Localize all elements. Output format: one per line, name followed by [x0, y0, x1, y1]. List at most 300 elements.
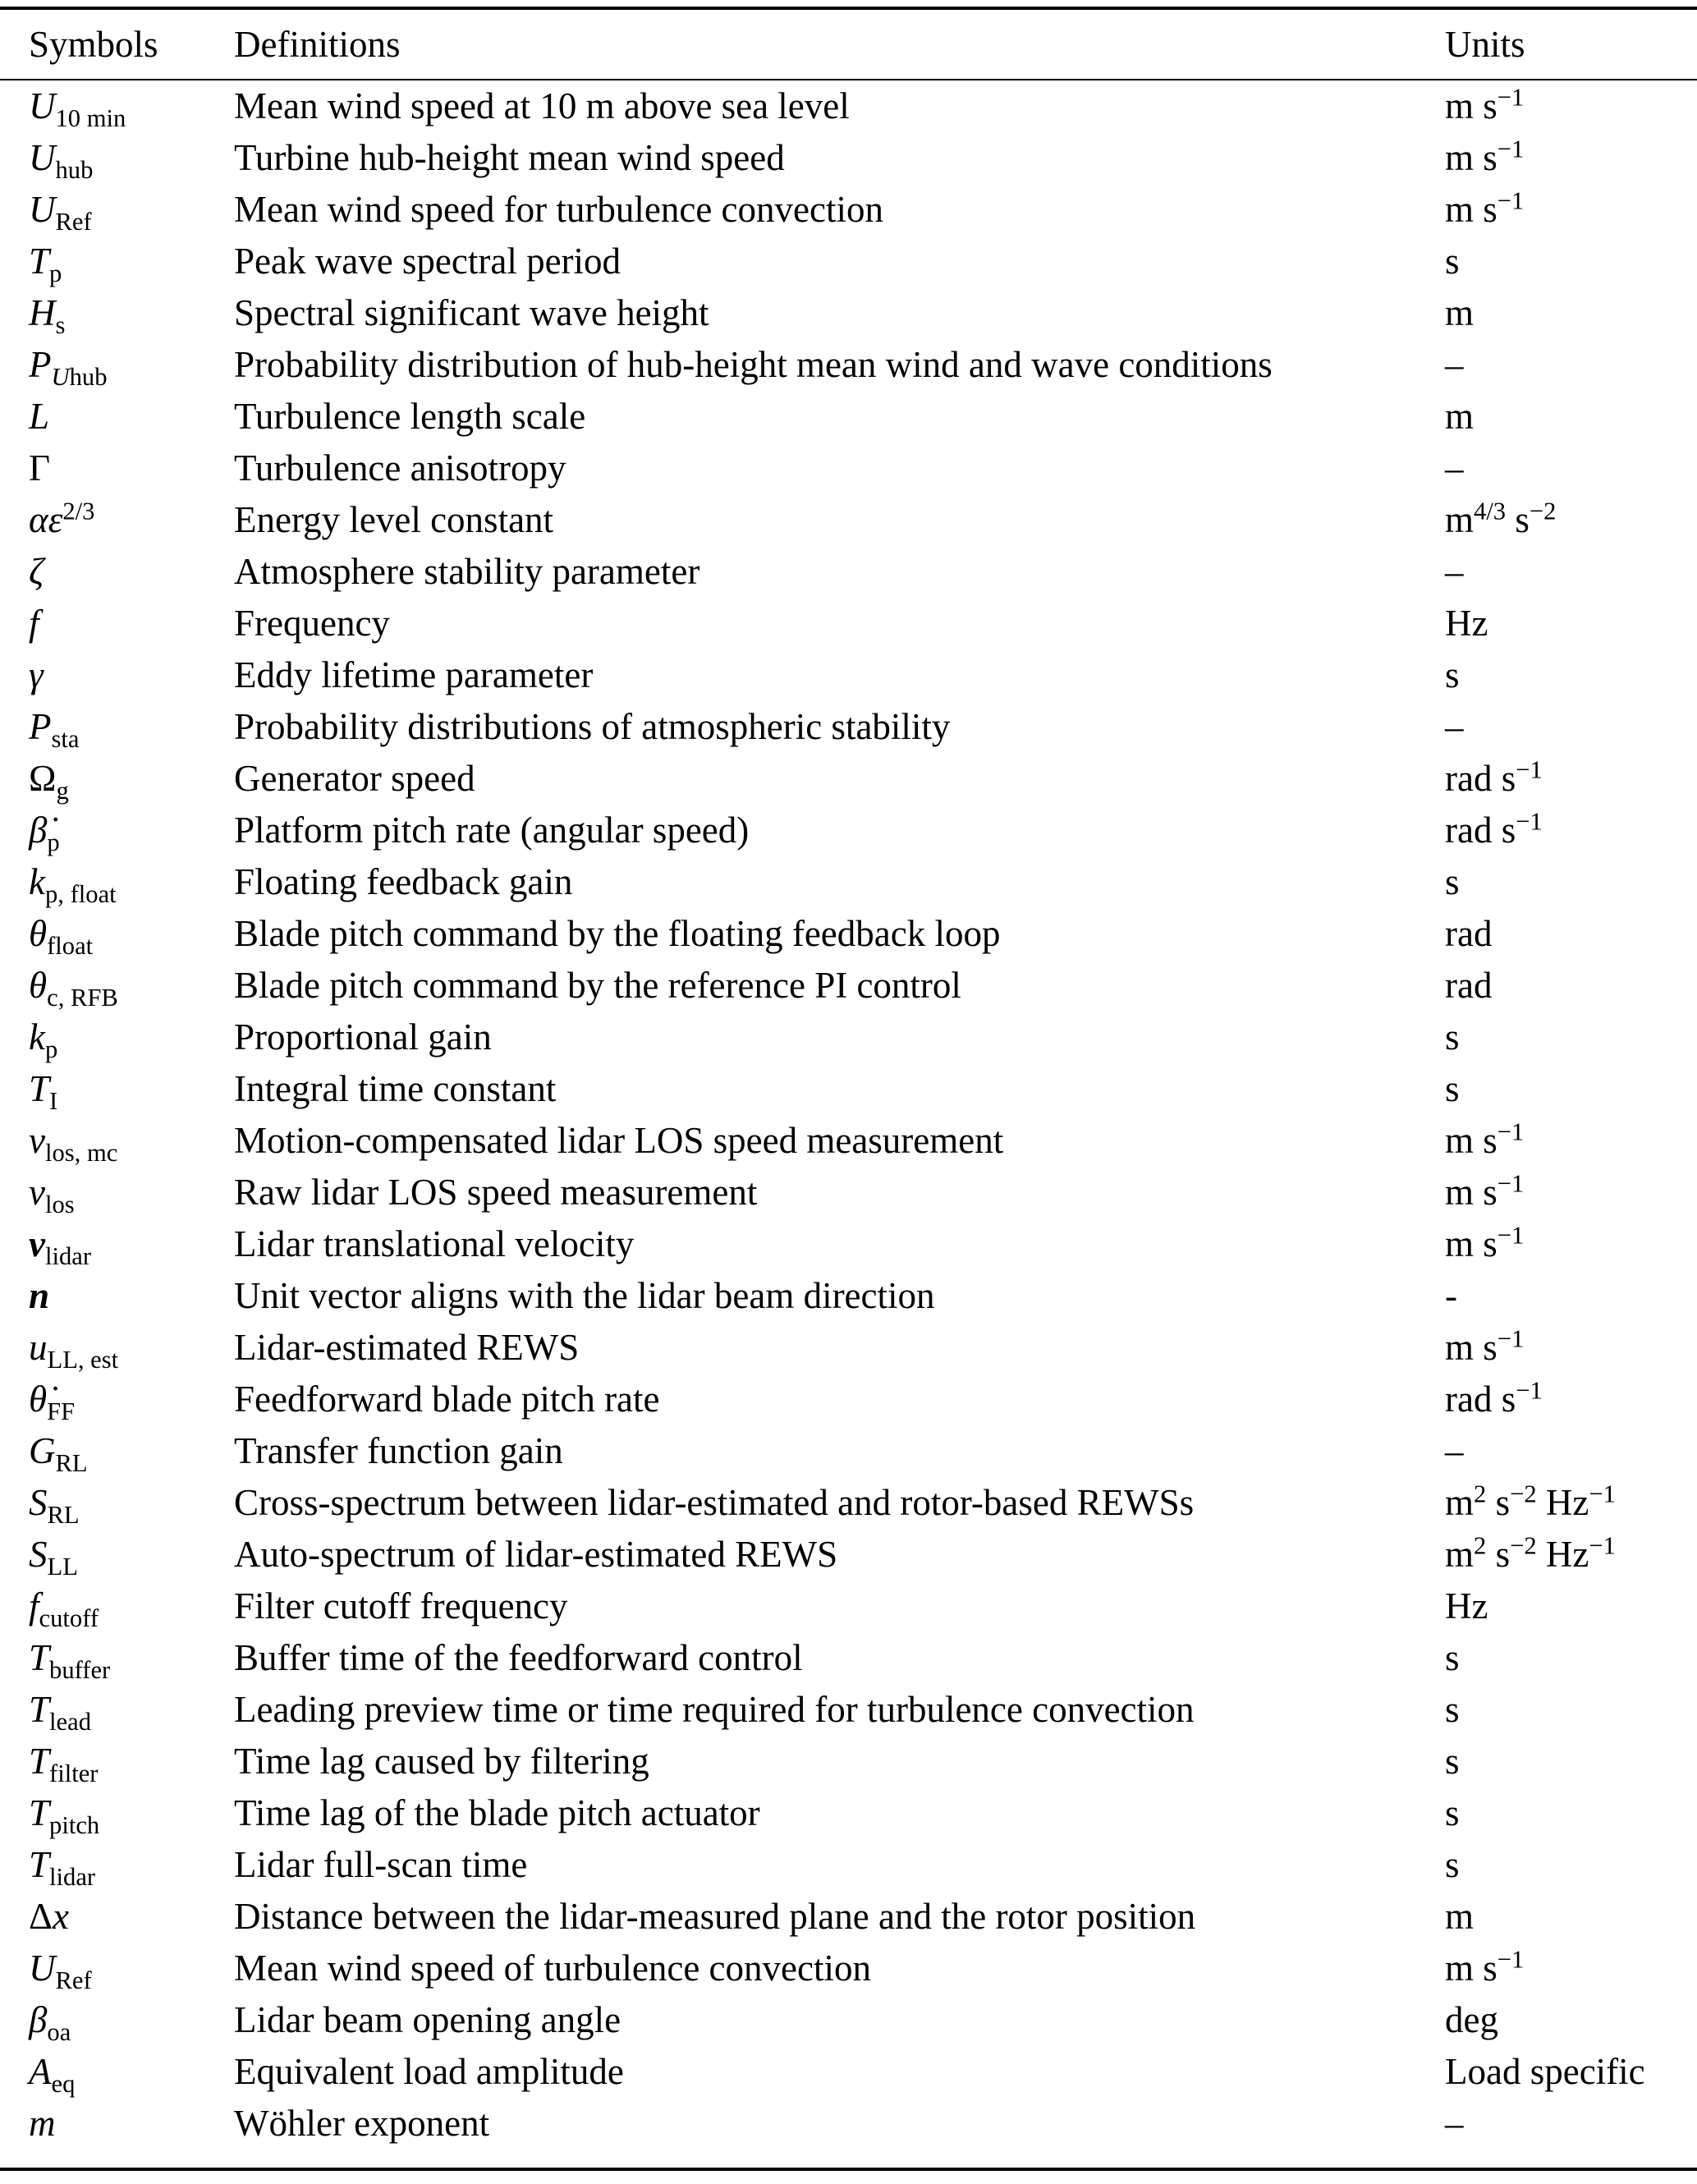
units-cell: [1445, 1581, 1697, 1632]
symbol-segment: m: [29, 2103, 56, 2144]
symbol-segment: sta: [51, 724, 80, 753]
definition-cell: Lidar beam opening angle: [234, 1999, 621, 2040]
header-units: Units: [1445, 24, 1525, 65]
units-cell: [1445, 1374, 1697, 1425]
symbol-segment: p: [47, 828, 60, 856]
unit-segment: Load specific: [1445, 2051, 1645, 2092]
symbol-segment: Γ: [29, 447, 51, 489]
symbol-segment: U: [51, 362, 70, 391]
symbol-segment: T: [29, 1844, 50, 1885]
header-symbols: Symbols: [29, 24, 158, 65]
symbol-cell: [29, 2098, 234, 2150]
definition-cell: Atmosphere stability parameter: [234, 551, 700, 592]
symbol-segment: U: [29, 189, 56, 230]
table-row: [0, 1425, 1697, 1477]
table-row: [0, 1167, 1697, 1218]
symbol-segment: T: [29, 1792, 50, 1833]
symbol-segment: T: [29, 1637, 50, 1678]
symbol-cell: [29, 753, 234, 805]
symbol-cell: [29, 598, 234, 649]
units-cell: [1445, 856, 1697, 908]
table-row: [0, 1891, 1697, 1943]
symbol-segment: θ̇: [29, 1379, 48, 1420]
table-row: [0, 236, 1697, 287]
unit-segment: −1: [1589, 1480, 1616, 1508]
definition-cell: Proportional gain: [234, 1016, 492, 1058]
table-row: [0, 1787, 1697, 1839]
symbol-segment: v: [29, 1223, 45, 1264]
symbol-segment: k: [29, 1016, 45, 1058]
symbol-cell: [29, 1839, 234, 1891]
definition-cell: Energy level constant: [234, 499, 554, 540]
unit-segment: rad: [1445, 965, 1493, 1006]
definition-cell: Generator speed: [234, 758, 475, 799]
unit-segment: s: [1445, 1741, 1460, 1782]
symbol-segment: Ω: [29, 758, 57, 799]
symbol-segment: P: [29, 706, 52, 747]
definition-cell: Blade pitch command by the reference PI control: [234, 965, 961, 1006]
symbol-cell: [29, 1270, 234, 1322]
symbol-cell: [29, 1581, 234, 1632]
symbol-segment: G: [29, 1430, 56, 1471]
definition-cell: Unit vector aligns with the lidar beam direction: [234, 1275, 935, 1316]
symbol-segment: f: [29, 603, 39, 644]
units-cell: [1445, 80, 1697, 132]
unit-segment: 2: [1474, 1480, 1487, 1508]
symbol-segment: 2/3: [62, 497, 95, 525]
unit-segment: −1: [1497, 1221, 1525, 1250]
units-cell: [1445, 908, 1697, 960]
unit-segment: m s: [1445, 137, 1497, 178]
unit-segment: −1: [1497, 1117, 1525, 1146]
table-row: [0, 339, 1697, 391]
definition-cell: Equivalent load amplitude: [234, 2051, 624, 2092]
symbol-segment: RL: [47, 1500, 80, 1529]
definition-cell: Lidar full-scan time: [234, 1844, 528, 1885]
symbol-segment: L: [29, 396, 50, 437]
unit-segment: –: [1445, 1430, 1464, 1471]
symbol-segment: H: [29, 292, 56, 333]
unit-segment: −1: [1516, 755, 1543, 784]
symbol-cell: [29, 1322, 234, 1374]
unit-segment: s: [1486, 1482, 1511, 1523]
table-row: [0, 1684, 1697, 1736]
unit-segment: −1: [1497, 186, 1525, 215]
definition-cell: Raw lidar LOS speed measurement: [234, 1172, 758, 1213]
units-cell: [1445, 2098, 1697, 2150]
symbol-cell: [29, 2046, 234, 2098]
unit-segment: m s: [1445, 1172, 1497, 1213]
units-cell: [1445, 649, 1697, 701]
symbol-segment: v: [29, 1120, 45, 1161]
symbol-segment: oa: [47, 2017, 71, 2046]
unit-segment: −1: [1516, 807, 1543, 836]
symbol-segment: θ: [29, 913, 48, 954]
symbol-cell: [29, 287, 234, 339]
unit-segment: s: [1445, 1068, 1460, 1109]
unit-segment: m: [1445, 396, 1475, 437]
unit-segment: s: [1506, 499, 1530, 540]
units-cell: [1445, 1943, 1697, 1994]
table-row: [0, 1581, 1697, 1632]
symbol-cell: [29, 1684, 234, 1736]
symbol-segment: eq: [51, 2069, 76, 2098]
definition-cell: Filter cutoff frequency: [234, 1585, 568, 1627]
definition-cell: Floating feedback gain: [234, 861, 573, 902]
unit-segment: −1: [1497, 1945, 1525, 1974]
unit-segment: s: [1445, 654, 1460, 695]
table-row: [0, 1063, 1697, 1115]
table-body: [0, 80, 1697, 2150]
definition-cell: Turbulence anisotropy: [234, 447, 566, 489]
units-cell: [1445, 960, 1697, 1012]
units-cell: [1445, 1322, 1697, 1374]
unit-segment: Hz: [1536, 1534, 1589, 1575]
symbol-segment: lidar: [49, 1862, 96, 1891]
symbol-cell: [29, 184, 234, 236]
unit-segment: m: [1445, 1896, 1475, 1937]
definition-cell: Platform pitch rate (angular speed): [234, 810, 750, 851]
units-cell: [1445, 701, 1697, 753]
symbol-segment: αε: [29, 499, 63, 540]
unit-segment: Hz: [1445, 603, 1488, 644]
unit-segment: −2: [1510, 1480, 1537, 1508]
definition-cell: Mean wind speed for turbulence convection: [234, 189, 883, 230]
unit-segment: −1: [1497, 135, 1525, 163]
symbol-segment: p: [49, 259, 62, 287]
definition-cell: Eddy lifetime parameter: [234, 654, 594, 695]
unit-segment: m: [1445, 292, 1475, 333]
symbol-segment: S: [29, 1482, 48, 1523]
table-bottom-rule: [0, 2168, 1697, 2171]
definition-cell: Auto-spectrum of lidar-estimated REWS: [234, 1534, 838, 1575]
units-cell: [1445, 1425, 1697, 1477]
unit-segment: s: [1445, 861, 1460, 902]
unit-segment: –: [1445, 551, 1464, 592]
unit-segment: rad s: [1445, 810, 1516, 851]
symbol-segment: β: [29, 1999, 48, 2040]
definition-cell: Mean wind speed at 10 m above sea level: [234, 85, 850, 126]
symbol-segment: θ: [29, 965, 48, 1006]
table-row: [0, 443, 1697, 494]
units-cell: [1445, 1063, 1697, 1115]
table-row: [0, 184, 1697, 236]
symbol-segment: pitch: [49, 1810, 100, 1839]
units-cell: [1445, 494, 1697, 546]
definition-cell: Mean wind speed of turbulence convection: [234, 1948, 871, 1989]
symbol-cell: [29, 805, 234, 856]
symbol-segment: U: [29, 1948, 56, 1989]
table-row: [0, 1943, 1697, 1994]
table-row: [0, 856, 1697, 908]
symbol-segment: ζ: [29, 551, 44, 592]
unit-segment: s: [1486, 1534, 1511, 1575]
symbol-segment: LL, est: [47, 1345, 119, 1374]
unit-segment: rad: [1445, 913, 1493, 954]
symbol-segment: x: [52, 1896, 69, 1937]
unit-segment: −1: [1516, 1376, 1543, 1405]
units-cell: [1445, 753, 1697, 805]
table-row: [0, 80, 1697, 132]
symbol-segment: FF: [47, 1397, 76, 1425]
unit-segment: rad s: [1445, 758, 1516, 799]
symbol-segment: filter: [49, 1759, 99, 1787]
definition-cell: Distance between the lidar-measured plane and the rotor position: [234, 1896, 1196, 1937]
table-row: [0, 1012, 1697, 1063]
unit-segment: m: [1445, 1534, 1475, 1575]
unit-segment: s: [1445, 241, 1460, 282]
definition-cell: Lidar translational velocity: [234, 1223, 635, 1264]
unit-segment: −1: [1589, 1531, 1616, 1560]
unit-segment: rad s: [1445, 1379, 1516, 1420]
units-cell: [1445, 1994, 1697, 2046]
symbol-cell: [29, 1218, 234, 1270]
table-row: [0, 701, 1697, 753]
units-cell: [1445, 1891, 1697, 1943]
unit-segment: −1: [1497, 1169, 1525, 1198]
symbol-cell: [29, 443, 234, 494]
unit-segment: −2: [1529, 497, 1557, 525]
units-cell: [1445, 1684, 1697, 1736]
unit-segment: m s: [1445, 1223, 1497, 1264]
table-row: [0, 132, 1697, 184]
symbol-cell: [29, 1115, 234, 1167]
unit-segment: m s: [1445, 189, 1497, 230]
units-cell: [1445, 1477, 1697, 1529]
units-cell: [1445, 1218, 1697, 1270]
units-cell: [1445, 546, 1697, 598]
units-cell: [1445, 184, 1697, 236]
symbol-cell: [29, 1632, 234, 1684]
definition-cell: Feedforward blade pitch rate: [234, 1379, 660, 1420]
units-cell: [1445, 1529, 1697, 1581]
table-row: [0, 287, 1697, 339]
symbol-cell: [29, 1943, 234, 1994]
units-cell: [1445, 443, 1697, 494]
definition-cell: Lidar-estimated REWS: [234, 1327, 580, 1368]
units-cell: [1445, 1632, 1697, 1684]
table-row: [0, 2098, 1697, 2150]
unit-segment: deg: [1445, 1999, 1498, 2040]
symbol-cell: [29, 856, 234, 908]
symbol-segment: LL: [47, 1552, 78, 1581]
definition-cell: Wöhler exponent: [234, 2103, 490, 2144]
symbol-segment: buffer: [49, 1655, 111, 1684]
unit-segment: -: [1445, 1275, 1457, 1316]
symbol-segment: cutoff: [39, 1604, 99, 1632]
table-row: [0, 753, 1697, 805]
unit-segment: s: [1445, 1016, 1460, 1058]
definition-cell: Turbulence length scale: [234, 396, 586, 437]
unit-segment: s: [1445, 1637, 1460, 1678]
symbol-cell: [29, 1736, 234, 1787]
definition-cell: Turbine hub-height mean wind speed: [234, 137, 785, 178]
units-cell: [1445, 2046, 1697, 2098]
unit-segment: s: [1445, 1844, 1460, 1885]
symbol-cell: [29, 1167, 234, 1218]
symbol-segment: u: [29, 1327, 48, 1368]
symbol-segment: A: [29, 2051, 52, 2092]
symbol-cell: [29, 1063, 234, 1115]
table-row: [0, 1477, 1697, 1529]
definition-cell: Spectral significant wave height: [234, 292, 709, 333]
unit-segment: –: [1445, 2103, 1464, 2144]
units-cell: [1445, 1839, 1697, 1891]
definition-cell: Blade pitch command by the floating feedback loop: [234, 913, 1001, 954]
definition-cell: Integral time constant: [234, 1068, 557, 1109]
unit-segment: –: [1445, 344, 1464, 385]
symbol-segment: S: [29, 1534, 48, 1575]
unit-segment: m s: [1445, 85, 1497, 126]
definition-cell: Cross-spectrum between lidar-estimated and rotor-based REWSs: [234, 1482, 1195, 1523]
table-row: [0, 1736, 1697, 1787]
units-cell: [1445, 339, 1697, 391]
units-cell: [1445, 1787, 1697, 1839]
table-row: [0, 1374, 1697, 1425]
symbol-cell: [29, 908, 234, 960]
symbol-segment: lead: [49, 1707, 91, 1736]
symbol-segment: g: [56, 776, 69, 805]
table-row: [0, 2046, 1697, 2098]
symbol-segment: lidar: [44, 1241, 92, 1270]
definition-cell: Probability distribution of hub-height mean wind and wave conditions: [234, 344, 1273, 385]
symbol-segment: s: [55, 310, 66, 339]
unit-segment: −1: [1497, 83, 1525, 112]
symbol-segment: Δ: [29, 1896, 53, 1937]
unit-segment: 4/3: [1474, 497, 1507, 525]
units-cell: [1445, 1012, 1697, 1063]
symbol-segment: los, mc: [44, 1138, 118, 1167]
unit-segment: m: [1445, 499, 1475, 540]
symbol-cell: [29, 701, 234, 753]
symbol-segment: c, RFB: [47, 983, 118, 1012]
unit-segment: m: [1445, 1482, 1475, 1523]
symbol-segment: Ref: [55, 207, 92, 236]
definition-cell: Buffer time of the feedforward control: [234, 1637, 803, 1678]
symbol-cell: [29, 546, 234, 598]
table-row: [0, 960, 1697, 1012]
symbol-segment: 10 min: [55, 103, 126, 132]
symbol-segment: γ: [29, 654, 44, 695]
units-cell: [1445, 598, 1697, 649]
table-header-row: [0, 10, 1697, 79]
symbol-cell: [29, 494, 234, 546]
table-row: [0, 391, 1697, 443]
symbol-cell: [29, 236, 234, 287]
unit-segment: m s: [1445, 1327, 1497, 1368]
symbol-segment: P: [29, 344, 52, 385]
units-cell: [1445, 132, 1697, 184]
table-row: [0, 1839, 1697, 1891]
table-row: [0, 494, 1697, 546]
table-row: [0, 1529, 1697, 1581]
symbol-segment: p: [44, 1035, 58, 1063]
table-row: [0, 1115, 1697, 1167]
units-cell: [1445, 1270, 1697, 1322]
table-row: [0, 1994, 1697, 2046]
symbol-segment: I: [49, 1086, 58, 1115]
table-row: [0, 1322, 1697, 1374]
unit-segment: Hz: [1536, 1482, 1589, 1523]
unit-segment: −2: [1510, 1531, 1537, 1560]
symbol-segment: n: [29, 1275, 50, 1316]
symbol-cell: [29, 1012, 234, 1063]
units-cell: [1445, 1167, 1697, 1218]
symbol-segment: v: [29, 1172, 45, 1213]
symbol-segment: los: [44, 1190, 75, 1218]
symbol-cell: [29, 80, 234, 132]
unit-segment: m s: [1445, 1948, 1497, 1989]
definition-cell: Peak wave spectral period: [234, 241, 621, 282]
symbol-cell: [29, 1529, 234, 1581]
definition-cell: Transfer function gain: [234, 1430, 563, 1471]
symbol-segment: k: [29, 861, 45, 902]
symbol-segment: T: [29, 241, 50, 282]
header-definitions: Definitions: [234, 24, 401, 65]
units-cell: [1445, 1115, 1697, 1167]
definition-cell: Time lag of the blade pitch actuator: [234, 1792, 760, 1833]
table-row: [0, 908, 1697, 960]
symbol-segment: U: [29, 85, 56, 126]
unit-segment: 2: [1474, 1531, 1487, 1560]
symbol-segment: hub: [69, 362, 108, 391]
unit-segment: Hz: [1445, 1585, 1488, 1627]
symbol-segment: U: [29, 137, 56, 178]
symbol-segment: RL: [55, 1448, 88, 1477]
unit-segment: −1: [1497, 1324, 1525, 1353]
symbol-segment: hub: [55, 155, 94, 184]
units-cell: [1445, 391, 1697, 443]
symbol-segment: T: [29, 1068, 50, 1109]
symbol-cell: [29, 339, 234, 391]
unit-segment: –: [1445, 447, 1464, 489]
units-cell: [1445, 236, 1697, 287]
symbol-cell: [29, 132, 234, 184]
symbol-cell: [29, 1891, 234, 1943]
table-row: [0, 1218, 1697, 1270]
definition-cell: Leading preview time or time required for turbulence convection: [234, 1689, 1195, 1730]
symbol-segment: f: [29, 1585, 39, 1627]
symbol-segment: T: [29, 1689, 50, 1730]
symbol-segment: Ref: [55, 1966, 92, 1994]
definition-cell: Frequency: [234, 603, 390, 644]
symbol-cell: [29, 1994, 234, 2046]
table-row: [0, 649, 1697, 701]
symbol-cell: [29, 391, 234, 443]
symbol-cell: [29, 1425, 234, 1477]
table-row: [0, 1632, 1697, 1684]
symbol-segment: float: [47, 931, 94, 960]
table-row: [0, 1270, 1697, 1322]
unit-segment: m s: [1445, 1120, 1497, 1161]
symbol-cell: [29, 1374, 234, 1425]
unit-segment: s: [1445, 1792, 1460, 1833]
symbol-cell: [29, 1787, 234, 1839]
unit-segment: s: [1445, 1689, 1460, 1730]
definition-cell: Probability distributions of atmospheric stability: [234, 706, 951, 747]
symbol-segment: β̇: [29, 810, 48, 851]
symbol-cell: [29, 1477, 234, 1529]
table-row: [0, 805, 1697, 856]
units-cell: [1445, 1736, 1697, 1787]
symbol-cell: [29, 649, 234, 701]
symbol-segment: T: [29, 1741, 50, 1782]
units-cell: [1445, 287, 1697, 339]
table-row: [0, 546, 1697, 598]
definition-cell: Time lag caused by filtering: [234, 1741, 649, 1782]
definition-cell: Motion-compensated lidar LOS speed measurement: [234, 1120, 1004, 1161]
unit-segment: –: [1445, 706, 1464, 747]
